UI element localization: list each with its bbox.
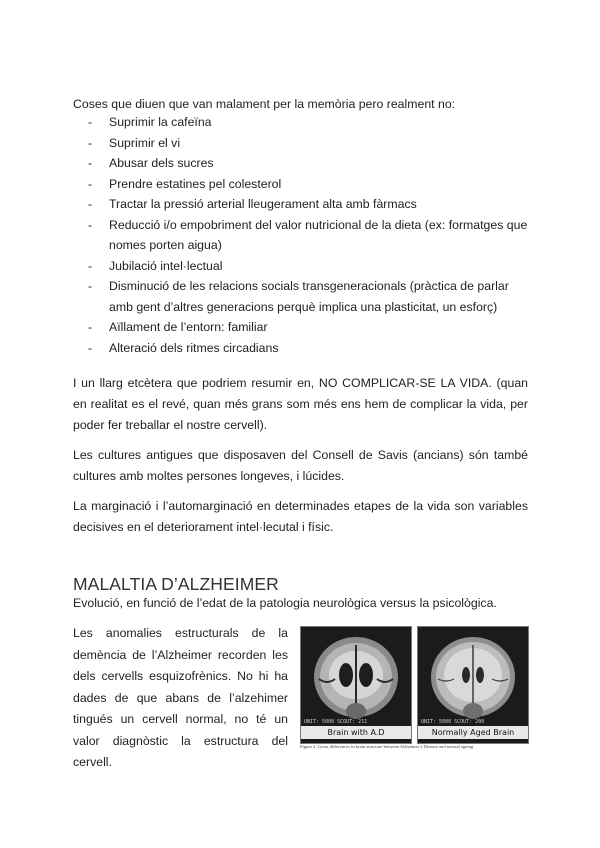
list-item [73,174,528,195]
brain-normal-image [417,626,529,744]
list-item [73,112,528,133]
paragraph-evolucio: Evolució, en funció de l’edat de la patologia neurològica versus la psicològica. [73,596,497,610]
normal-scan-meta: UNIT: 5000 SCOUT: 200 [421,719,485,725]
bullet-dash: - [88,217,93,232]
ad-label: Brain with A.D [301,726,411,739]
list-item-text: Abusar dels sucres [109,156,214,170]
list-item-text: Tractar la pressió arterial lleugerament alta amb fàrmacs [109,197,417,211]
list-item-text: Suprimir el vi [109,135,181,150]
bullet-dash: - [88,176,93,191]
list-item [73,276,528,317]
normal-label: Normally Aged Brain [418,726,528,739]
list-item [73,256,528,277]
list-item [73,317,528,338]
list-item-text: Jubilació intel·lectual [109,258,223,273]
list-item-text: Prendre estatines pel colesterol [109,176,282,191]
list-item [73,215,528,256]
brain-figure [300,626,533,749]
bullet-dash: - [88,258,93,273]
list-item-text: Reducció i/o empobriment del valor nutricional de la dieta (ex: formatges que nomes porten aigua) [109,217,528,252]
list-item [73,338,528,359]
list-item [73,153,528,174]
bullet-dash: - [88,197,93,211]
bullet-dash: - [88,320,93,334]
paragraph-etcetera: I un llarg etcètera que podriem resumir en, NO COMPLICAR-SE LA VIDA. (quan en realitat es el revé, quan més grans som més ens hem de complicar la vida, per poder fer treballar el nostre cervell). [73,376,528,432]
list-item-text: Aïllament de l’entorn: familiar [109,320,268,334]
intro-line: Coses que diuen que van malament per la memòria pero realment no: [73,97,456,111]
bullet-dash: - [88,279,93,293]
brain-ad-image [300,626,412,744]
list-item-text: Suprimir la cafeïna [109,115,212,129]
bullet-dash: - [88,340,93,355]
paragraph-anomalies: Les anomalies estructurals de la demència de l’Alzheimer recorden les dels cervells esquizofrènics. No hi ha dades de que abans de l’alzehimer tingués un cervell normal, no té un valor diagnòstic la estructura del cervell. [73,626,288,769]
bullet-dash: - [88,135,93,150]
bullet-dash: - [88,156,93,170]
figure-caption: Figure 2. Gross differences in brain structure between Alzheimer’s Disease and normal ageing [300,744,474,749]
list-item [73,133,528,154]
list-item-text: Disminució de les relacions socials transgeneracionals (pràctica de parlar amb gent d’altres generacions perquè implica una plasticitat, un esforç) [109,279,509,314]
list-item [73,194,528,215]
section-heading: MALALTIA D’ALZHEIMER [73,573,279,594]
paragraph-cultures: Les cultures antigues que disposaven del Consell de Savis (ancians) són també cultures amb moltes persones longeves, i lúcides. [73,448,528,483]
ad-scan-meta: UNIT: 5000 SCOUT: 211 [304,719,368,725]
bullet-dash: - [88,115,93,129]
list-item-text: Alteració dels ritmes circadians [109,340,279,355]
bullet-list [73,112,528,358]
paragraph-marginacio: La marginació i l’automarginació en determinades etapes de la vida son variables decisives en el deteriorament intel·lecutal i físic. [73,499,528,534]
